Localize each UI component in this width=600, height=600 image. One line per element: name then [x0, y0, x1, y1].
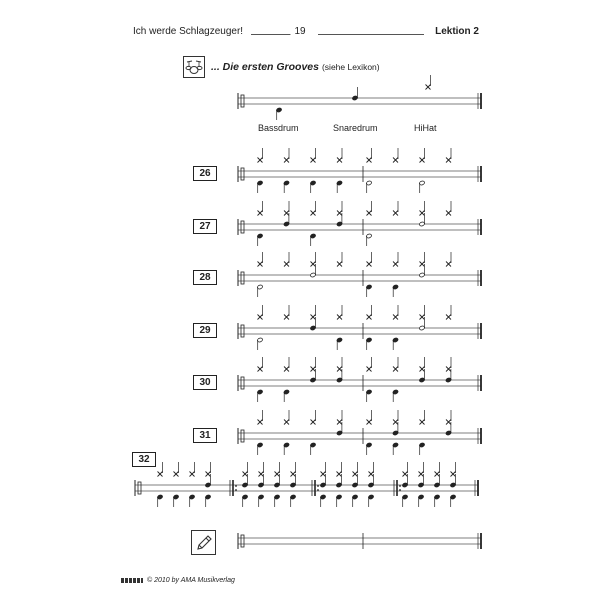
section-subtitle: (siehe Lexikon): [321, 62, 380, 72]
exercise-32-repeat-dot-2b: [317, 489, 319, 491]
exercise-32-repeat-dot-3a: [399, 485, 401, 487]
label-bassdrum: Bassdrum: [258, 123, 299, 133]
exercise-32-staff-clef: [138, 482, 141, 494]
section-title-text: ... Die ersten Grooves: [211, 61, 319, 73]
exercise-number-32: 32: [132, 452, 156, 467]
header-book-title: Ich werde Schlagzeuger!: [133, 26, 244, 37]
exercise-26-staff-clef: [241, 168, 244, 180]
exercise-30-staff-clef: [241, 377, 244, 389]
footer-copyright: © 2010 by AMA Musikverlag: [147, 577, 235, 584]
page-number: 19: [290, 26, 309, 37]
exercise-number-26: 26: [193, 166, 217, 181]
label-hihat: HiHat: [414, 123, 437, 133]
exercise-31-staff-clef: [241, 430, 244, 442]
exercise-32-repeat-dot-1a: [235, 485, 237, 487]
header-lesson: Lektion 2: [435, 26, 479, 37]
exercise-27-staff-clef: [241, 221, 244, 233]
exercise-32-repeat-dot-3b: [399, 489, 401, 491]
footer: [121, 577, 235, 584]
practice-staff-clef: [241, 535, 244, 547]
label-snaredrum: Snaredrum: [333, 123, 378, 133]
exercise-number-30: 30: [193, 375, 217, 390]
intro-staff-clef: [241, 95, 244, 107]
exercise-32-repeat-dot-1b: [235, 489, 237, 491]
exercise-number-31: 31: [193, 428, 217, 443]
publisher-logo-icon: [121, 578, 143, 583]
exercise-number-29: 29: [193, 323, 217, 338]
exercise-29-staff-clef: [241, 325, 244, 337]
pencil-icon: [191, 530, 216, 555]
exercise-number-27: 27: [193, 219, 217, 234]
exercise-28-staff-clef: [241, 272, 244, 284]
exercise-number-28: 28: [193, 270, 217, 285]
exercise-32-repeat-dot-2a: [317, 485, 319, 487]
